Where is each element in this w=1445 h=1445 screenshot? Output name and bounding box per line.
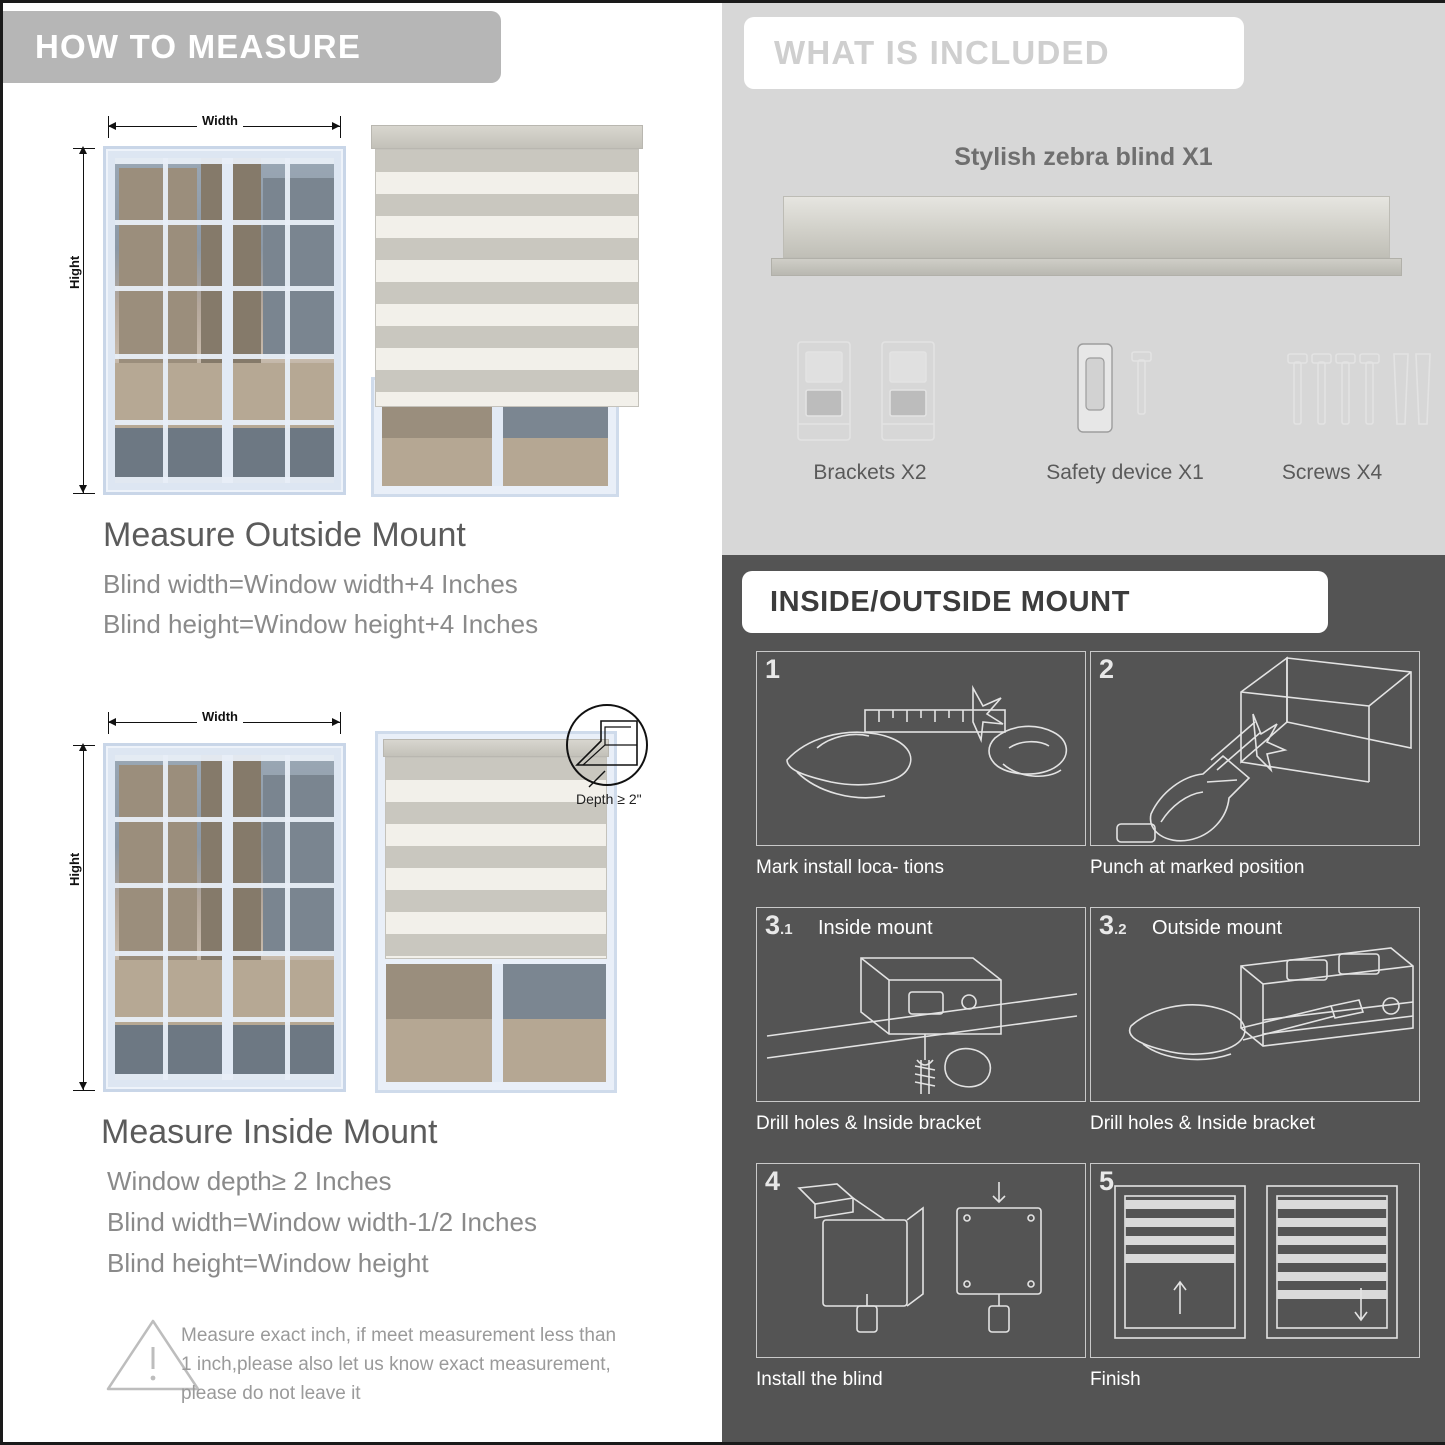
step-1-number: 1 [765, 654, 781, 684]
step-3-2 [1090, 907, 1420, 1157]
what-is-included-banner [744, 17, 1244, 89]
inside-width-arrow-left [108, 718, 116, 726]
outside-width-label: Width [197, 113, 243, 128]
outside-width-tick-left [108, 116, 109, 138]
part-label-screws: Screws X4 [1281, 461, 1383, 484]
step-1-illustration [757, 652, 1087, 847]
inside-mount-line-1: Window depth≥ 2 Inches [107, 1166, 392, 1196]
outside-width-tick-right [340, 116, 341, 138]
step-3-1 [756, 907, 1086, 1157]
step-2-illustration [1091, 652, 1421, 847]
step-2-number: 2 [1099, 654, 1115, 684]
safety-device-icon [1060, 336, 1190, 446]
outside-width-arrow-right [332, 122, 340, 130]
inside-width-tick-right [340, 712, 341, 734]
inside-width-label: Width [197, 709, 243, 724]
window-graphic-outside [103, 146, 346, 495]
step-5-number: 5 [1099, 1166, 1115, 1196]
step-3-2-caption: Drill holes & Inside bracket [1090, 1113, 1315, 1134]
window-graphic-inside [103, 743, 346, 1092]
step-3-1-caption: Drill holes & Inside bracket [756, 1113, 981, 1134]
inside-height-arrow-down [79, 1082, 87, 1090]
outside-width-arrow-left [108, 122, 116, 130]
blind-fabric-outside [375, 149, 639, 407]
step-1-caption: Mark install loca- tions [756, 857, 944, 878]
inside-width-tick-left [108, 712, 109, 734]
outside-height-tick-top [73, 148, 95, 149]
screws-icon [1282, 336, 1442, 446]
how-to-measure-title: HOW TO MEASURE [35, 28, 362, 65]
outside-height-dimension-line [83, 148, 84, 493]
what-is-included-panel [722, 3, 1445, 555]
step-5 [1090, 1163, 1420, 1413]
outside-height-label: Hight [67, 252, 82, 293]
blind-window-glass-inside [386, 964, 606, 1082]
what-is-included-title: WHAT IS INCLUDED [774, 34, 1110, 71]
inside-height-dimension-line [83, 745, 84, 1090]
how-to-measure-panel [3, 3, 719, 1442]
outside-mount-heading: Measure Outside Mount [103, 516, 466, 554]
step-4-illustration [757, 1164, 1087, 1359]
window-glass-inside [115, 755, 334, 1080]
inside-width-arrow-right [332, 718, 340, 726]
step-4-number: 4 [765, 1166, 781, 1196]
step-1 [756, 651, 1086, 901]
outside-mount-line-1: Blind width=Window width+4 Inches [103, 569, 518, 599]
step-3-2-number: 3.2 [1099, 910, 1127, 940]
inside-height-tick-bottom [73, 1090, 95, 1091]
part-label-brackets: Brackets X2 [813, 461, 927, 484]
outside-height-tick-bottom [73, 493, 95, 494]
brackets-icon [790, 336, 950, 446]
inside-height-tick-top [73, 745, 95, 746]
step-3-2-inline-label: Outside mount [1152, 917, 1283, 939]
step-5-illustration [1091, 1164, 1421, 1359]
inside-mount-heading: Measure Inside Mount [101, 1113, 438, 1151]
step-4-caption: Install the blind [756, 1369, 883, 1390]
inside-outside-mount-banner [742, 571, 1328, 633]
step-3-1-inline-label: Inside mount [818, 917, 933, 939]
step-3-1-number: 3.1 [765, 910, 793, 940]
main-item-label: Stylish zebra blind X1 [954, 143, 1213, 171]
inside-outside-mount-panel [722, 555, 1445, 1442]
inside-outside-mount-title: INSIDE/OUTSIDE MOUNT [770, 585, 1131, 618]
warning-text: Measure exact inch, if meet measurement less than 1 inch,please also let us know exact measurement, please do not leave it [181, 1325, 617, 1404]
step-2-caption: Punch at marked position [1090, 857, 1305, 878]
part-label-safety-device: Safety device X1 [1046, 461, 1204, 484]
zebra-blind-headrail-graphic [771, 196, 1402, 278]
step-5-caption: Finish [1090, 1369, 1141, 1390]
window-glass-outside [115, 158, 334, 483]
inside-mount-line-2: Blind width=Window width-1/2 Inches [107, 1207, 537, 1237]
outside-height-arrow-down [79, 485, 87, 493]
blind-headrail-outside [371, 125, 643, 149]
outside-mount-line-2: Blind height=Window height+4 Inches [103, 609, 539, 639]
step-2 [1090, 651, 1420, 901]
inside-mount-line-3: Blind height=Window height [107, 1248, 429, 1278]
inside-height-label: Hight [67, 849, 82, 890]
depth-label: Depth ≥ 2" [576, 791, 642, 807]
how-to-measure-banner [3, 11, 501, 83]
blind-graphic-outside [371, 125, 643, 495]
step-4 [756, 1163, 1086, 1413]
